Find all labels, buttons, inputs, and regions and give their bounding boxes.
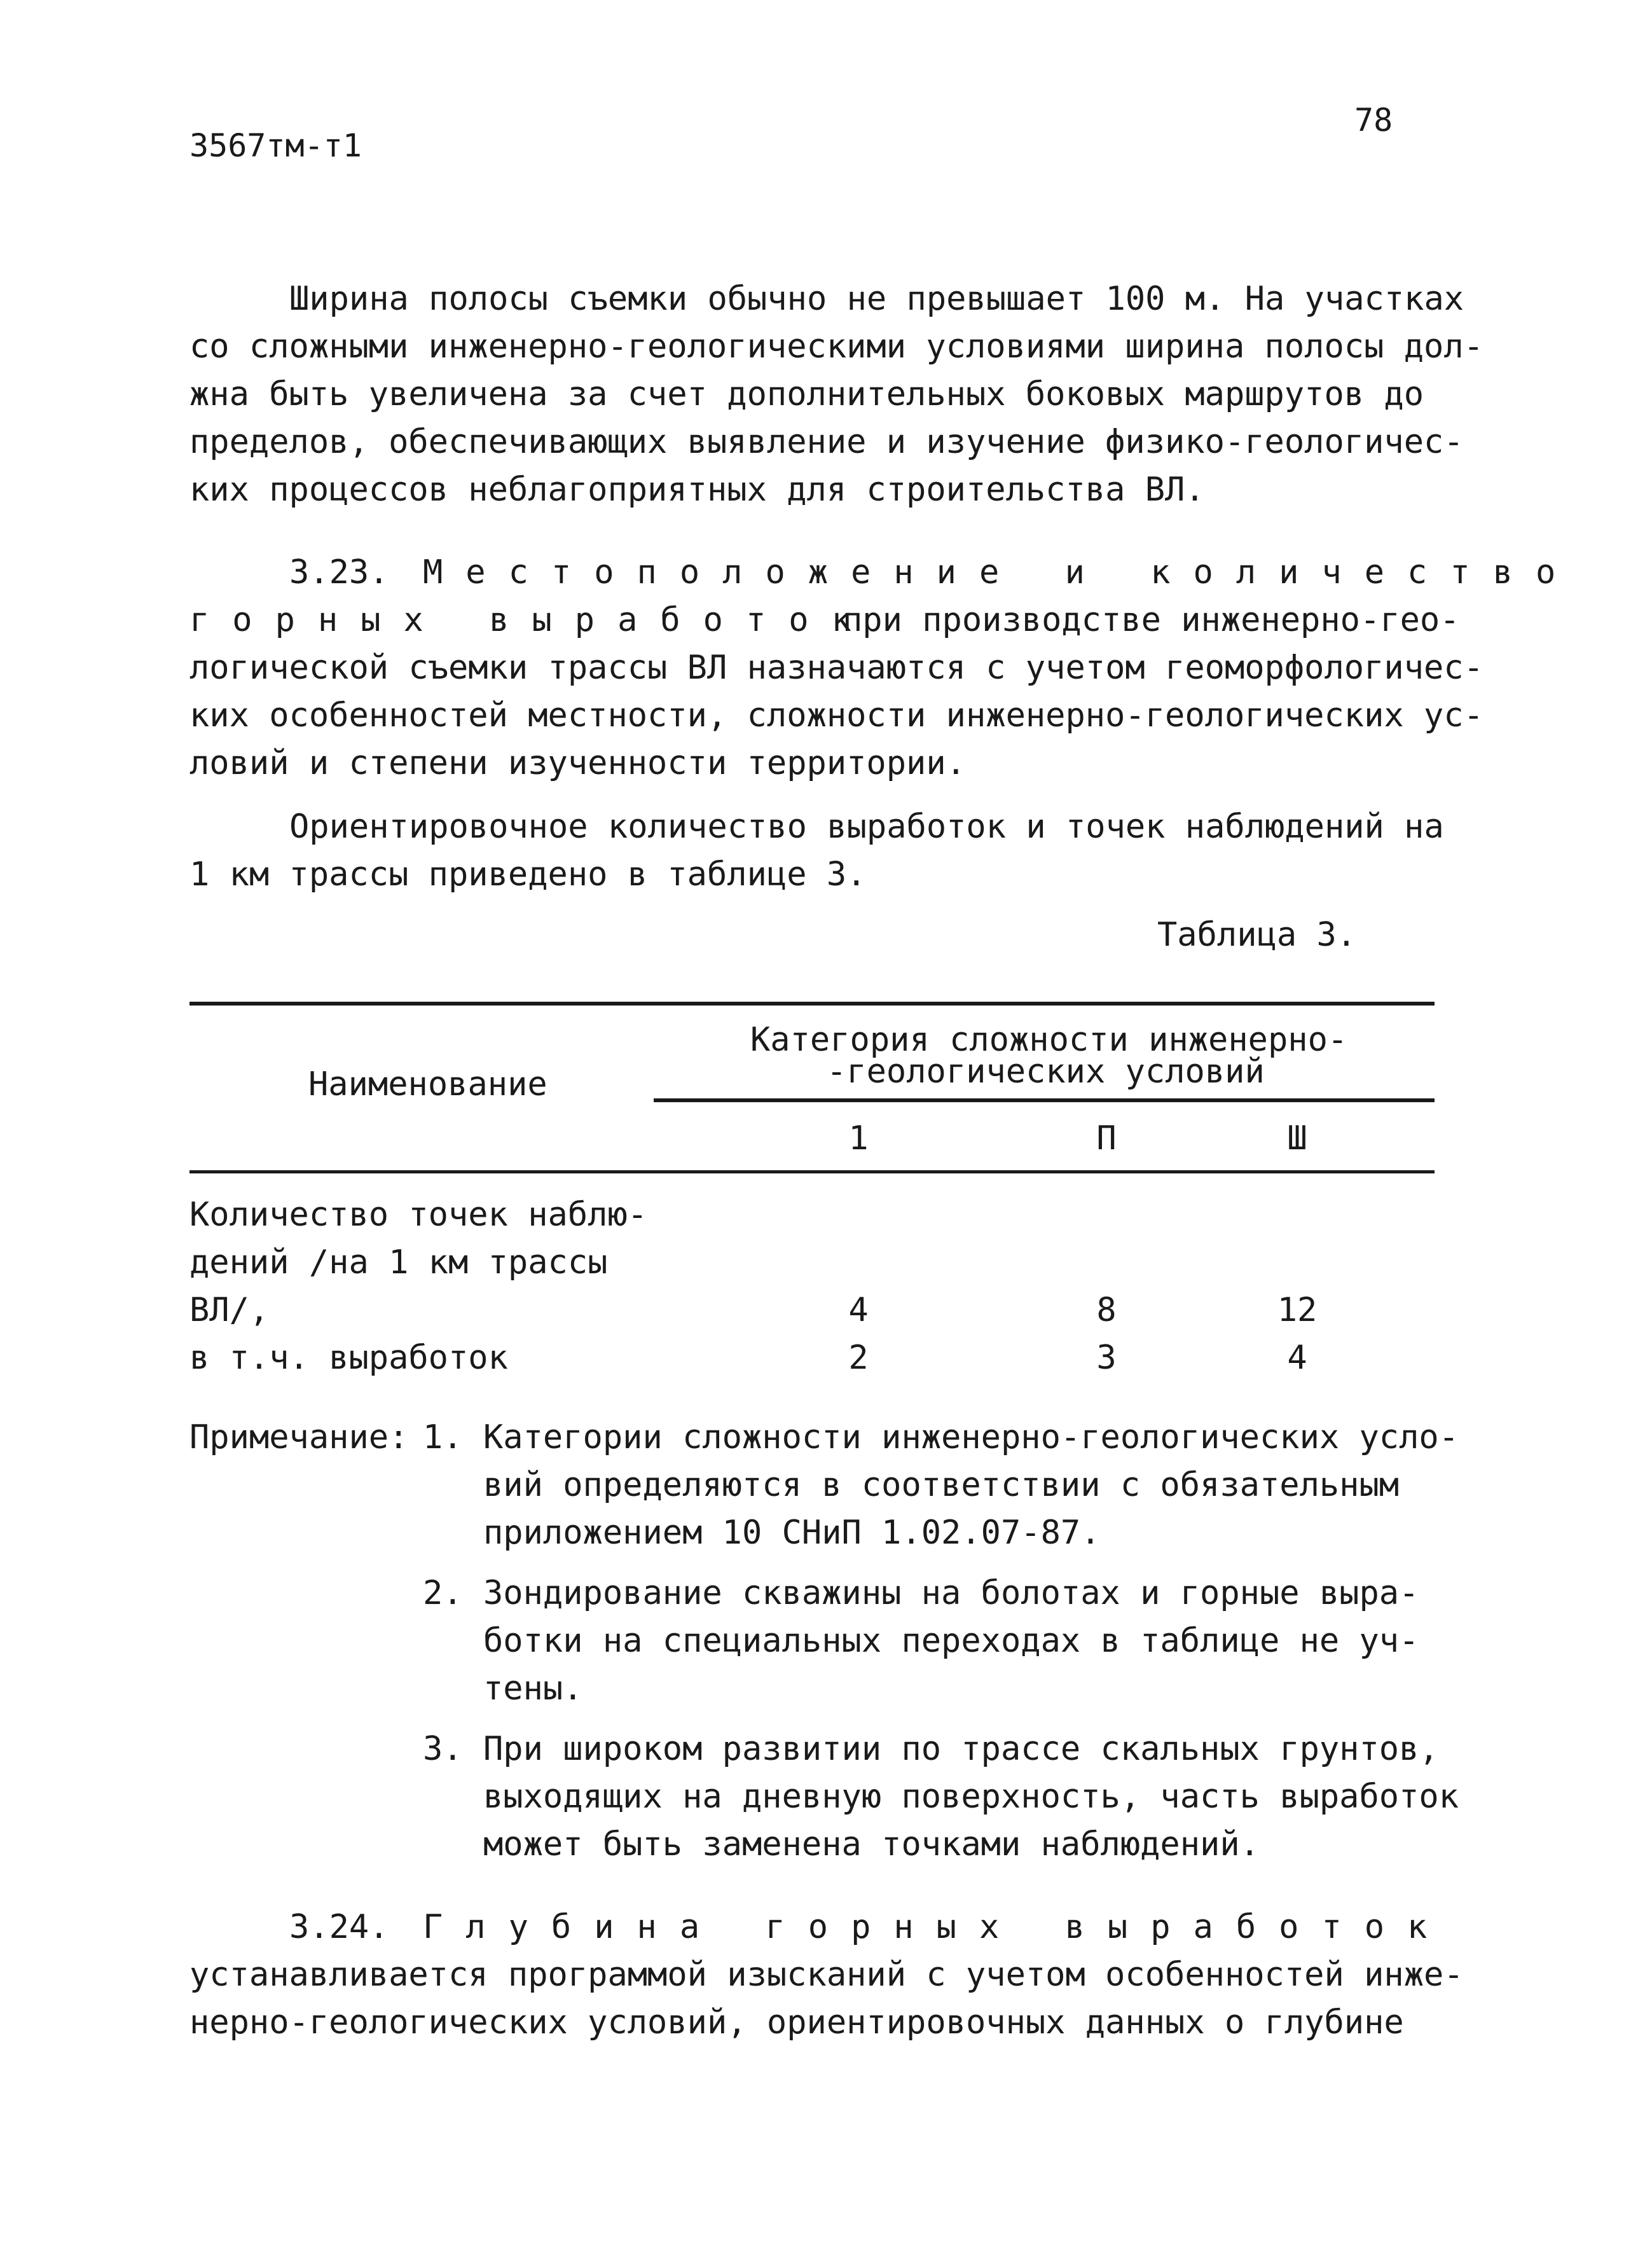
table-group-header: -геологических условий [827,1053,1265,1091]
table-subheader-rule [654,1098,1435,1102]
table-category-header: Ш [1287,1119,1307,1158]
note-line: тены. [483,1670,583,1708]
paragraph-line: Ширина полосы съемки обычно не превышает 100 м. На участках [289,280,1464,318]
table-cell: 8 [1096,1291,1117,1329]
note-line: вий определяются в соответствии с обязательным [483,1466,1400,1504]
note-line: выходящих на дневную поверхность, часть выработок [483,1778,1459,1816]
note-number: 3. [423,1730,463,1768]
paragraph-line: устанавливается программой изысканий с учетом особенностей инже- [189,1956,1464,1994]
note-number: 1. [423,1418,463,1456]
table-row-label: ВЛ/, [189,1291,270,1329]
table-cell: 3 [1096,1339,1117,1377]
table-cell: 12 [1277,1291,1318,1329]
table-caption: Таблица 3. [1157,916,1357,954]
table-cell: 4 [848,1291,869,1329]
section-title: Местоположение и количество [423,553,1579,591]
paragraph-line: нерно-геологических условий, ориентировочных данных о глубине [189,2003,1404,2042]
notes-label: Примечание: [189,1418,409,1456]
page-number: 78 [1354,102,1393,139]
paragraph-line: 1 км трассы приведено в таблице 3. [189,855,867,894]
table-header-rule [189,1170,1435,1173]
section-number: 3.24. [289,1908,389,1946]
section-title: Глубина горных выработок [423,1908,1450,1946]
document-id: 3567тм-т1 [189,127,362,164]
paragraph-line: ких процессов неблагоприятных для строительства ВЛ. [189,471,1205,509]
table-row-label: в т.ч. выработок [189,1339,508,1377]
paragraph-line: ких особенностей местности, сложности инженерно-геологических ус- [189,696,1483,735]
table-cell: 2 [848,1339,869,1377]
note-line: Зондирование скважины на болотах и горные выра- [483,1574,1419,1612]
paragraph-line: при производстве инженерно-гео- [843,601,1460,639]
note-line: Категории сложности инженерно-геологических усло- [483,1418,1459,1456]
table-group-header: Категория сложности инженерно- [750,1021,1348,1059]
paragraph-line: жна быть увеличена за счет дополнительных боковых маршрутов до [189,375,1424,413]
table-row-label: дений /на 1 км трассы [189,1243,608,1282]
note-line: ботки на специальных переходах в таблице не уч- [483,1622,1419,1660]
table-category-header: П [1096,1119,1117,1158]
section-number: 3.23. [289,553,389,591]
note-number: 2. [423,1574,463,1612]
note-line: может быть заменена точками наблюдений. [483,1825,1260,1863]
table-row-label: Количество точек наблю- [189,1196,648,1234]
table-cell: 4 [1287,1339,1307,1377]
paragraph-line: ловий и степени изученности территории. [189,744,966,782]
table-top-rule [189,1002,1435,1006]
table-category-header: 1 [848,1119,869,1158]
paragraph-line: Ориентировочное количество выработок и точек наблюдений на [289,808,1444,846]
section-title: горных выработок [189,601,874,639]
note-line: приложением 10 СНиП 1.02.07-87. [483,1514,1101,1552]
paragraph-line: пределов, обеспечивающих выявление и изучение физико-геологичес- [189,423,1464,461]
note-line: При широком развитии по трассе скальных грунтов, [483,1730,1439,1768]
paragraph-line: логической съемки трассы ВЛ назначаются с учетом геоморфологичес- [189,649,1483,687]
table-name-header: Наименование [308,1065,547,1103]
paragraph-line: со сложными инженерно-геологическими условиями ширина полосы дол- [189,328,1483,366]
